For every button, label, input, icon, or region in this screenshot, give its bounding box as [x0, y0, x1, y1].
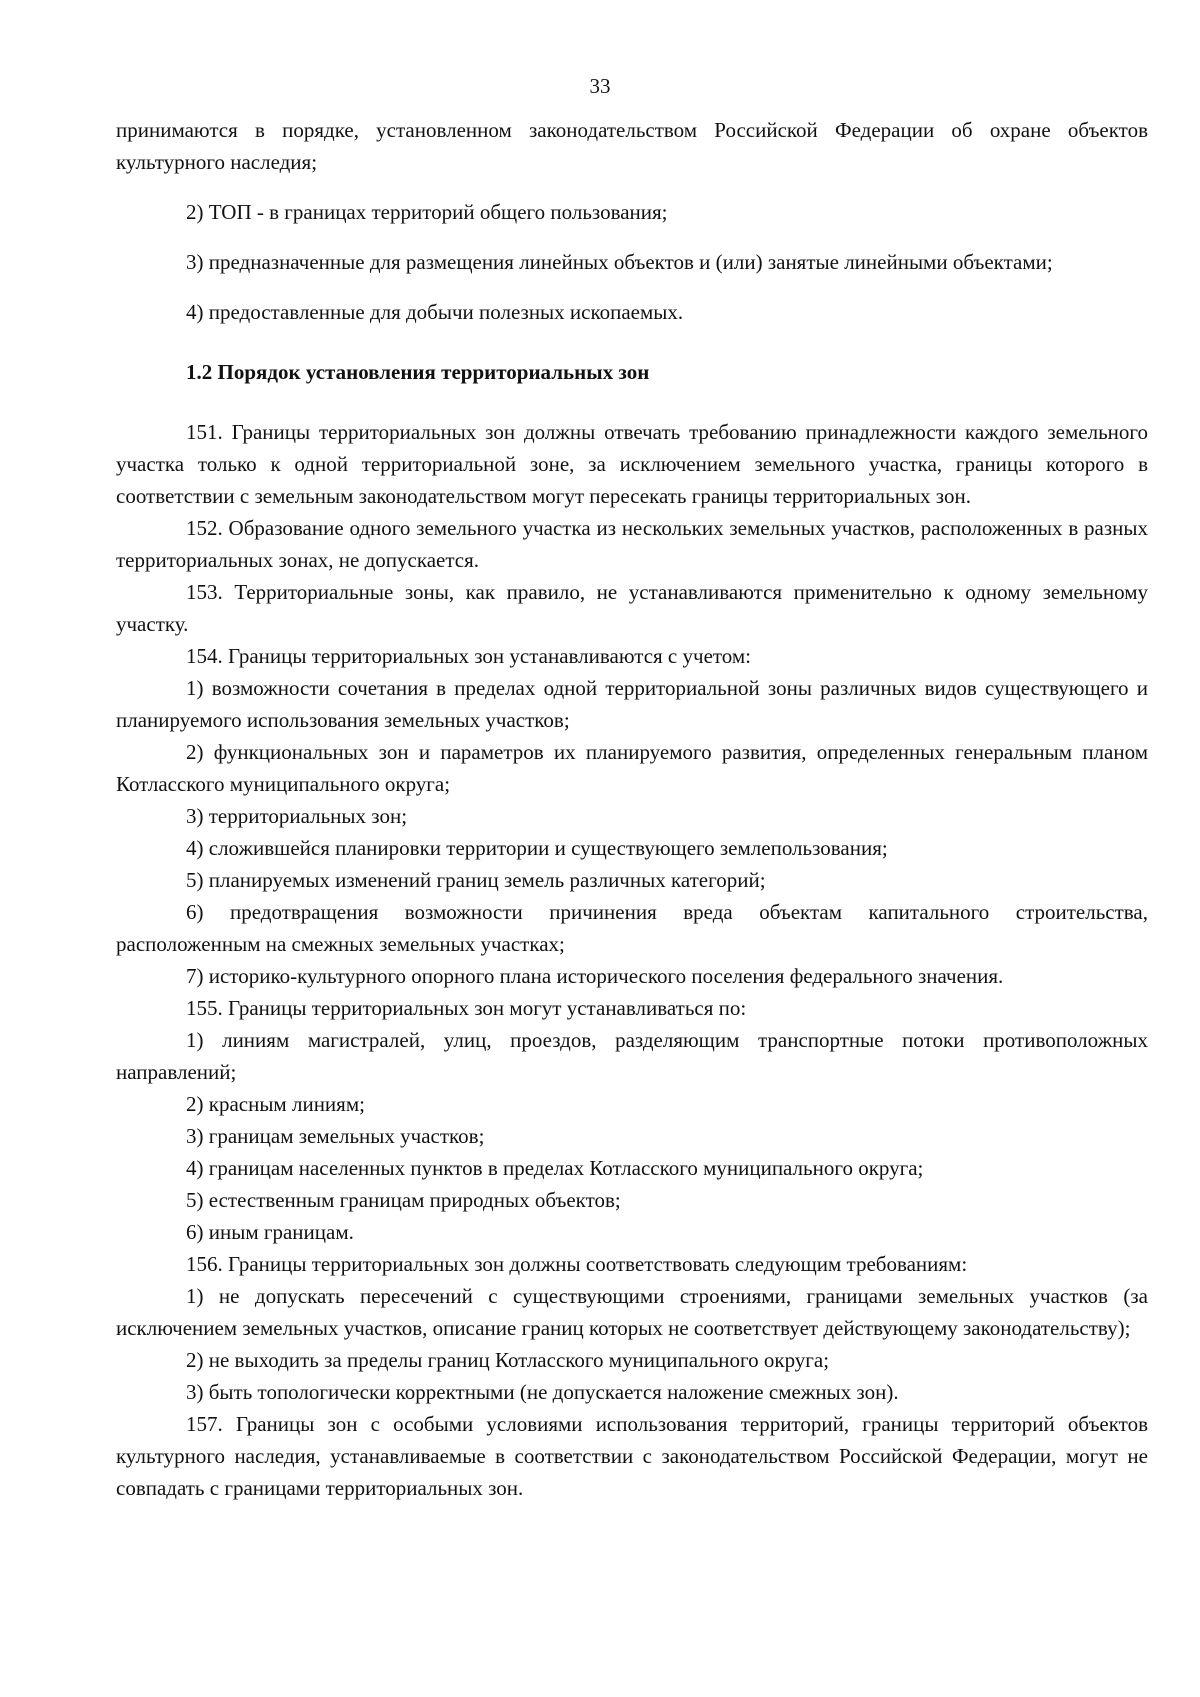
clause-154-item-4: 4) сложившейся планировки территории и существующего землепользования; — [186, 836, 888, 860]
clause-155-item-2: 2) красным линиям; — [186, 1092, 365, 1116]
clause-157: 157. Границы зон с особыми условиями использования территорий, границы территорий объектов культурного наследия, устанавливаемые в соответствии с законодательством Российской Федерации, могут не совпадать с границами территориальных зон. — [116, 1412, 1148, 1500]
clause-155-item-1: 1) линиям магистралей, улиц, проездов, разделяющим транспортные потоки противоположных направлений; — [116, 1028, 1148, 1084]
clause-154-item-5: 5) планируемых изменений границ земель различных категорий; — [186, 868, 766, 892]
clause-154-item-6: 6) предотвращения возможности причинения вреда объектам капитального строительства, расположенным на смежных земельных участках; — [116, 900, 1148, 956]
clause-156-item-2: 2) не выходить за пределы границ Котласского муниципального округа; — [186, 1348, 830, 1372]
section-heading: 1.2 Порядок установления территориальных зон — [186, 360, 650, 384]
clause-155: 155. Границы территориальных зон могут устанавливаться по: — [186, 996, 747, 1020]
clause-153: 153. Территориальные зоны, как правило, не устанавливаются применительно к одному земельному участку. — [116, 580, 1148, 636]
clause-154-item-2: 2) функциональных зон и параметров их планируемого развития, определенных генеральным планом Котласского муниципального округа; — [116, 740, 1148, 796]
clause-152: 152. Образование одного земельного участка из нескольких земельных участков, расположенных в разных территориальных зонах, не допускается. — [116, 516, 1148, 572]
page-number: 33 — [589, 74, 611, 98]
clause-156-item-1: 1) не допускать пересечений с существующими строениями, границами земельных участков (за исключением земельных участков, описание границ которых не соответствует действующему законодательству); — [116, 1284, 1148, 1340]
clause-154-item-1: 1) возможности сочетания в пределах одной территориальной зоны различных видов существующего и планируемого использования земельных участков; — [116, 676, 1148, 732]
list-item-4: 4) предоставленные для добычи полезных ископаемых. — [186, 300, 684, 324]
clause-156: 156. Границы территориальных зон должны соответствовать следующим требованиям: — [186, 1252, 968, 1276]
clause-151: 151. Границы территориальных зон должны отвечать требованию принадлежности каждого земельного участка только к одной территориальной зоне, за исключением земельного участка, границы которого в соответствии с земельным законодательством могут пересекать границы территориальных зон. — [116, 420, 1148, 508]
clause-154: 154. Границы территориальных зон устанавливаются с учетом: — [186, 644, 752, 668]
clause-154-item-7: 7) историко-культурного опорного плана исторического поселения федерального значения. — [186, 964, 1004, 988]
paragraph-continued: принимаются в порядке, установленном законодательством Российской Федерации об охране объектов культурного наследия; — [116, 118, 1148, 174]
clause-155-item-3: 3) границам земельных участков; — [186, 1124, 485, 1148]
clause-155-item-6: 6) иным границам. — [186, 1220, 354, 1244]
clause-155-item-4: 4) границам населенных пунктов в пределах Котласского муниципального округа; — [186, 1156, 924, 1180]
clause-155-item-5: 5) естественным границам природных объектов; — [186, 1188, 621, 1212]
list-item-3: 3) предназначенные для размещения линейных объектов и (или) занятые линейными объектами; — [186, 250, 1053, 274]
list-item-2: 2) ТОП - в границах территорий общего пользования; — [186, 200, 668, 224]
clause-154-item-3: 3) территориальных зон; — [186, 804, 408, 828]
clause-156-item-3: 3) быть топологически корректными (не допускается наложение смежных зон). — [186, 1380, 899, 1404]
document-content — [116, 114, 1148, 1504]
